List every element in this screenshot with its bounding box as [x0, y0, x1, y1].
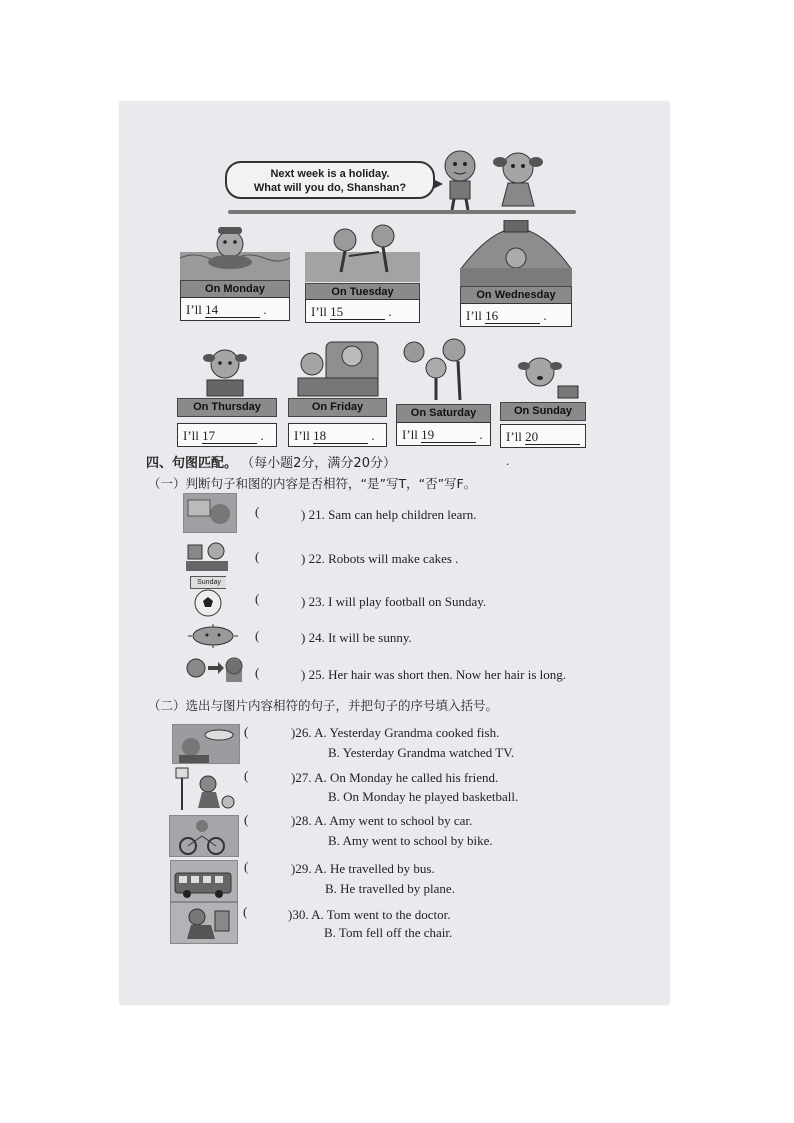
paren-close: ) [301, 507, 306, 522]
day-panel-monday [180, 222, 290, 324]
answer-line-14: I’ll 14 . [180, 297, 290, 321]
question-number-29: 29. [295, 861, 312, 876]
paren-close: ) [288, 907, 293, 922]
question-number-27: 27. [295, 770, 312, 785]
answer-prefix: I’ll [466, 308, 482, 323]
speech-bubble [225, 161, 435, 199]
paren-close: ) [301, 594, 306, 609]
day-panel-wednesday [460, 220, 572, 328]
day-label-monday: On Monday [180, 280, 290, 299]
two-kids-illustration [430, 148, 560, 214]
option-text-30a: A. Tom went to the doctor. [311, 907, 451, 922]
thumb-27-basketball [172, 766, 236, 812]
question-text-22: 22. Robots will make cakes . [308, 551, 459, 566]
part2-instruction: （二）选出与图片内容相符的句子，并把句子的序号填入括号。 [148, 698, 499, 713]
question-text-24: 24. It will be sunny. [308, 630, 412, 645]
option-27b: B. On Monday he played basketball. [328, 789, 519, 804]
answer-prefix: I’ll [506, 429, 522, 444]
answer-line-20: I’ll 20 . [500, 424, 586, 448]
question-23 [301, 594, 486, 610]
answer-blank-16[interactable]: 16 [485, 309, 540, 324]
thumb-24-sun [186, 624, 240, 648]
ground-line [228, 210, 576, 214]
day-label-wednesday: On Wednesday [460, 286, 572, 305]
paren-close: ) [291, 770, 296, 785]
thumb-28-bike [169, 815, 239, 857]
thumb-23-football [190, 576, 226, 618]
thumb-25-hair [184, 654, 244, 690]
answer-prefix: I’ll [311, 304, 327, 319]
sunday-sign: Sunday [190, 576, 226, 589]
question-24 [301, 630, 412, 646]
question-text-23: 23. I will play football on Sunday. [308, 594, 487, 609]
option-30a [288, 907, 450, 923]
flowers-kids-illustration [396, 338, 491, 404]
thumb-22-robot [184, 539, 230, 572]
answer-line-16: I’ll 16 . [460, 303, 572, 327]
answer-prefix: I’ll [186, 302, 202, 317]
section-heading [146, 452, 396, 471]
answer-prefix: I’ll [294, 428, 310, 443]
answer-line-17: I’ll 17 . [177, 423, 277, 447]
answer-blank-18[interactable]: 18 [313, 429, 368, 444]
sleeping-illustration [500, 352, 586, 402]
answer-line-15: I’ll 15 . [305, 299, 420, 323]
day-panel-saturday [396, 338, 491, 446]
paren-open-21: ( [255, 504, 260, 519]
day-panel-thursday [177, 346, 277, 446]
speech-line-1: Next week is a holiday. [270, 168, 390, 180]
paren-open-22: ( [255, 549, 260, 564]
section-note: （每小题2分，满分20分） [241, 456, 396, 471]
paren-close: ) [291, 861, 296, 876]
paren-open-28: ( [244, 812, 249, 827]
option-text-27a: A. On Monday he called his friend. [314, 770, 499, 785]
question-25 [301, 667, 566, 683]
answer-blank-15[interactable]: 15 [330, 305, 385, 320]
paren-open-30: ( [243, 904, 248, 919]
question-number-28: 28. [295, 813, 312, 828]
paren-close: ) [291, 725, 296, 740]
option-26b: B. Yesterday Grandma watched TV. [328, 745, 515, 760]
option-30b: B. Tom fell off the chair. [324, 925, 453, 940]
option-text-28a: A. Amy went to school by car. [314, 813, 473, 828]
day-panel-sunday [500, 352, 586, 468]
question-22 [301, 551, 458, 567]
dancing-kids-illustration [305, 222, 420, 282]
answer-prefix: I’ll [183, 428, 199, 443]
thumb-21-teacher [183, 493, 237, 533]
paren-open-25: ( [255, 665, 260, 680]
reading-illustration [177, 346, 277, 398]
paren-open-26: ( [244, 724, 249, 739]
shopping-illustration [288, 340, 387, 398]
paren-close: ) [301, 667, 306, 682]
day-label-sunday: On Sunday [500, 402, 586, 421]
paren-open-24: ( [255, 628, 260, 643]
option-29a [291, 861, 435, 877]
option-29b: B. He travelled by plane. [325, 881, 455, 896]
option-text-26a: A. Yesterday Grandma cooked fish. [314, 725, 500, 740]
day-panel-tuesday [305, 222, 420, 324]
paren-close: ) [301, 630, 306, 645]
question-number-30: 30. [292, 907, 309, 922]
paren-open-23: ( [255, 591, 260, 606]
question-number-26: 26. [295, 725, 312, 740]
question-text-25: 25. Her hair was short then. Now her hair is long. [308, 667, 567, 682]
answer-prefix: I’ll [402, 427, 418, 442]
thumb-30-chair [170, 902, 238, 944]
option-text-29a: A. He travelled by bus. [314, 861, 435, 876]
day-label-tuesday: On Tuesday [305, 283, 420, 302]
question-text-21: 21. Sam can help children learn. [308, 507, 477, 522]
option-26a [291, 725, 499, 741]
answer-blank-19[interactable]: 19 [421, 428, 476, 443]
thumb-26-grandma [172, 724, 240, 764]
worksheet-page [120, 102, 669, 1004]
section-title: 四、句图匹配。 [146, 456, 238, 471]
paren-close: ) [291, 813, 296, 828]
paren-open-27: ( [244, 768, 249, 783]
paren-open-29: ( [244, 859, 249, 874]
answer-line-19: I’ll 19 . [396, 422, 491, 446]
answer-blank-20[interactable]: 20 [525, 430, 580, 445]
option-27a [291, 770, 498, 786]
option-28a [291, 813, 472, 829]
day-label-thursday: On Thursday [177, 398, 277, 417]
swimming-illustration [180, 222, 290, 280]
answer-blank-14[interactable]: 14 [205, 303, 260, 318]
thumb-29-bus [170, 860, 238, 902]
speech-line-2: What will you do, Shanshan? [253, 182, 407, 194]
day-label-friday: On Friday [288, 398, 387, 417]
answer-blank-17[interactable]: 17 [202, 429, 257, 444]
day-label-saturday: On Saturday [396, 404, 491, 423]
part1-instruction: （一）判断句子和图的内容是否相符，“是”写T，“否”写F。 [148, 476, 477, 491]
answer-line-18: I’ll 18 . [288, 423, 387, 447]
paren-close: ) [301, 551, 306, 566]
great-wall-illustration [460, 220, 572, 286]
day-panel-friday [288, 340, 387, 446]
question-21 [301, 507, 476, 523]
option-28b: B. Amy went to school by bike. [328, 833, 493, 848]
